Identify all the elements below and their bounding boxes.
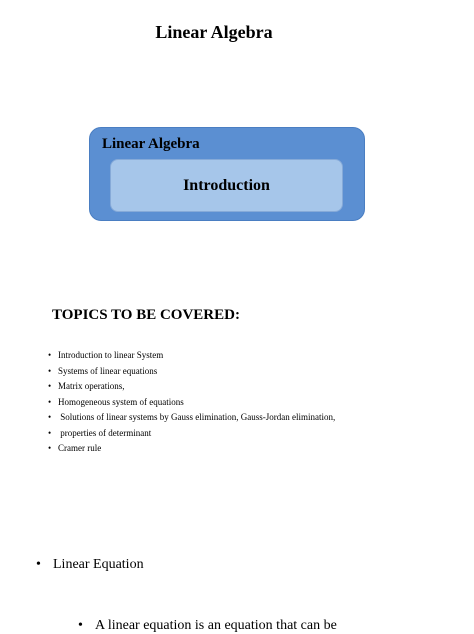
diagram-outer-label: Linear Algebra: [102, 136, 200, 152]
topics-heading: TOPICS TO BE COVERED:: [52, 307, 240, 323]
bullet-icon: •: [48, 381, 52, 391]
topic-text: Homogeneous system of equations: [58, 396, 184, 407]
body-bullet-item: [36, 557, 144, 573]
bullet-icon: •: [48, 427, 52, 438]
topic-text: Cramer rule: [58, 443, 102, 453]
bullet-icon: •: [48, 412, 52, 422]
topic-text: Introduction to linear System: [58, 350, 164, 360]
body-item-text: A linear equation is an equation that can be: [95, 618, 337, 633]
list-item: [48, 379, 335, 395]
list-item: [48, 426, 335, 442]
bullet-icon: •: [48, 350, 52, 360]
list-item: [48, 441, 335, 457]
list-item: [48, 395, 335, 411]
list-item: [48, 364, 335, 380]
diagram-outer-box: [89, 127, 365, 221]
bullet-icon: •: [48, 443, 52, 453]
diagram-inner-label: Introduction: [183, 176, 270, 194]
body-item-text: Linear Equation: [53, 557, 144, 572]
bullet-icon: •: [48, 396, 52, 407]
topic-text: Solutions of linear systems by Gauss elimination, Gauss-Jordan elimination,: [58, 412, 336, 422]
diagram-inner-box: [110, 159, 343, 212]
list-item: [48, 410, 335, 426]
bullet-icon: •: [78, 618, 83, 633]
topics-list: [48, 348, 335, 457]
topic-text: Systems of linear equations: [58, 365, 158, 376]
bullet-icon: •: [36, 557, 41, 572]
topic-text: Matrix operations,: [58, 381, 125, 391]
list-item: [48, 348, 335, 364]
page-title: Linear Algebra: [155, 22, 273, 42]
topic-text: properties of determinant: [58, 427, 152, 438]
bullet-icon: •: [48, 365, 52, 376]
